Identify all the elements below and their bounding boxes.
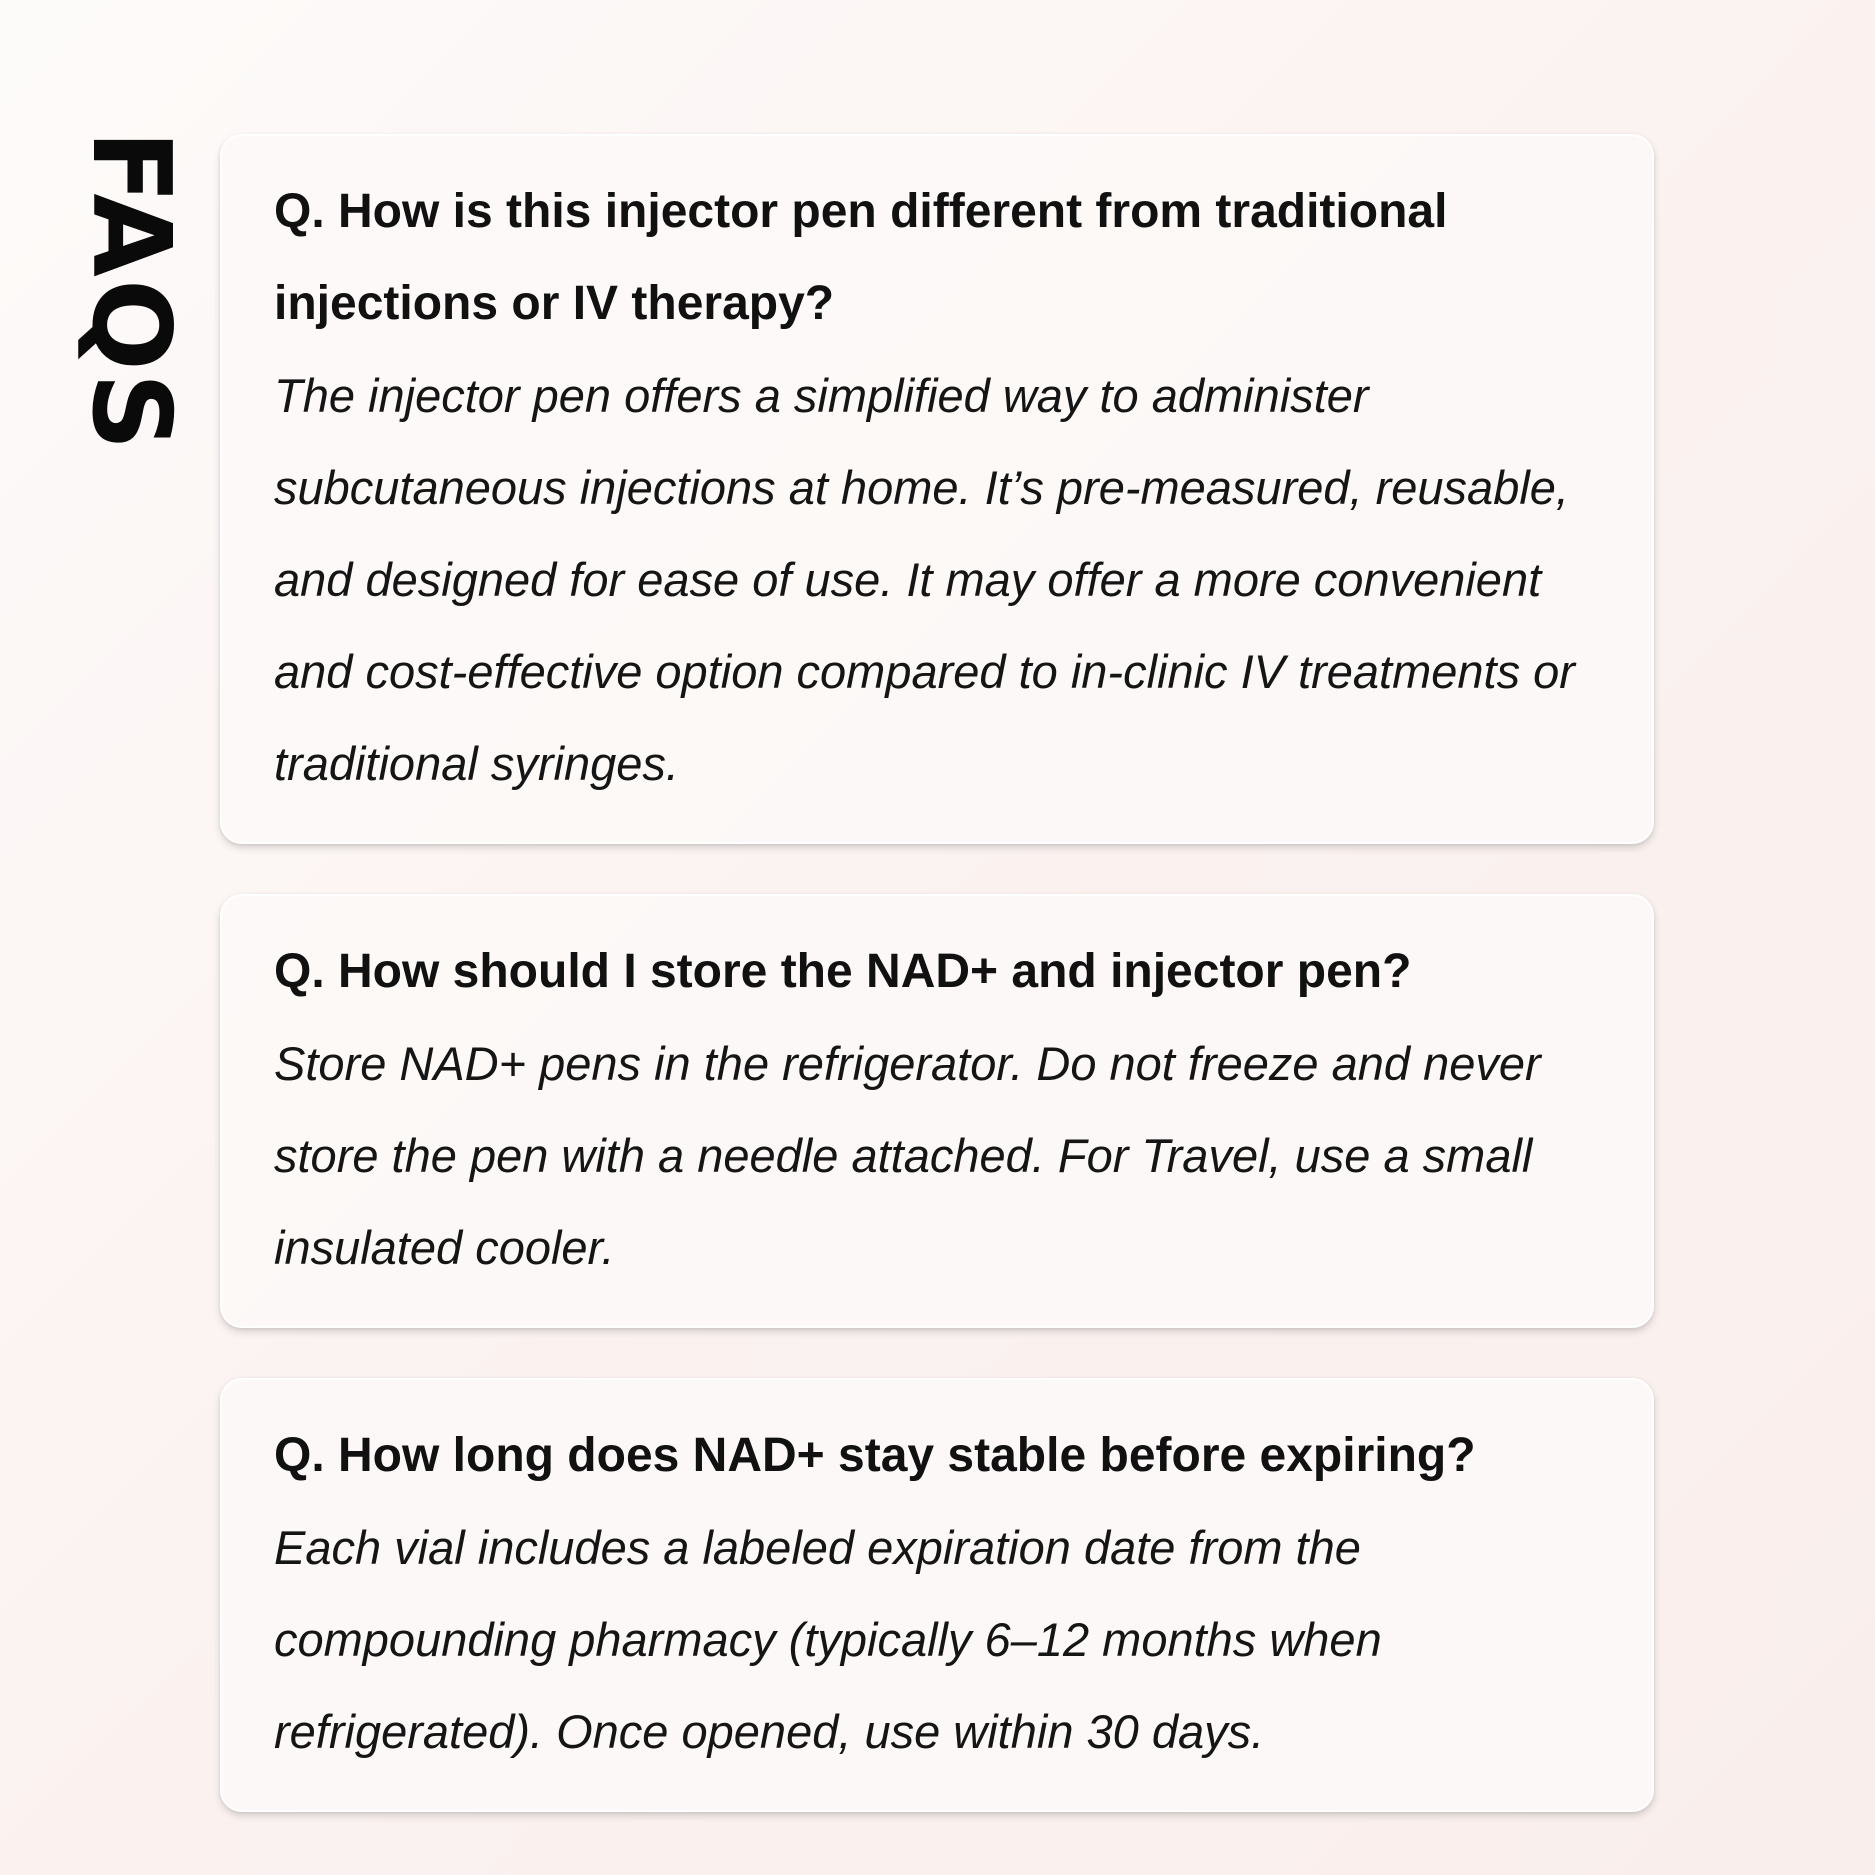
faq-question: Q. How is this injector pen different from traditional injections or IV therapy? bbox=[274, 185, 1448, 330]
faq-card-pen-difference bbox=[220, 134, 1654, 844]
faq-card-stability bbox=[220, 1378, 1654, 1812]
faq-list bbox=[220, 134, 1654, 1862]
faq-answer: The injector pen offers a simplified way to administer subcutaneous injections at home. It’s pre-measured, reusable, and designed for ease of use. It may offer a more convenient and cost-effective option compared to in-clinic IV treatments or traditional syringes. bbox=[274, 369, 1575, 790]
faq-question: Q. How should I store the NAD+ and injector pen? bbox=[274, 945, 1412, 998]
faqs-side-title bbox=[68, 130, 193, 453]
faq-answer: Store NAD+ pens in the refrigerator. Do not freeze and never store the pen with a needle attached. For Travel, use a small insulated cooler. bbox=[274, 1037, 1541, 1274]
faq-card-storage bbox=[220, 894, 1654, 1328]
faq-question: Q. How long does NAD+ stay stable before expiring? bbox=[274, 1429, 1476, 1482]
faq-answer: Each vial includes a labeled expiration date from the compounding pharmacy (typically 6–12 months when refrigerated). Once opened, use within 30 days. bbox=[274, 1521, 1382, 1758]
faqs-title-text: FAQS bbox=[68, 130, 193, 453]
